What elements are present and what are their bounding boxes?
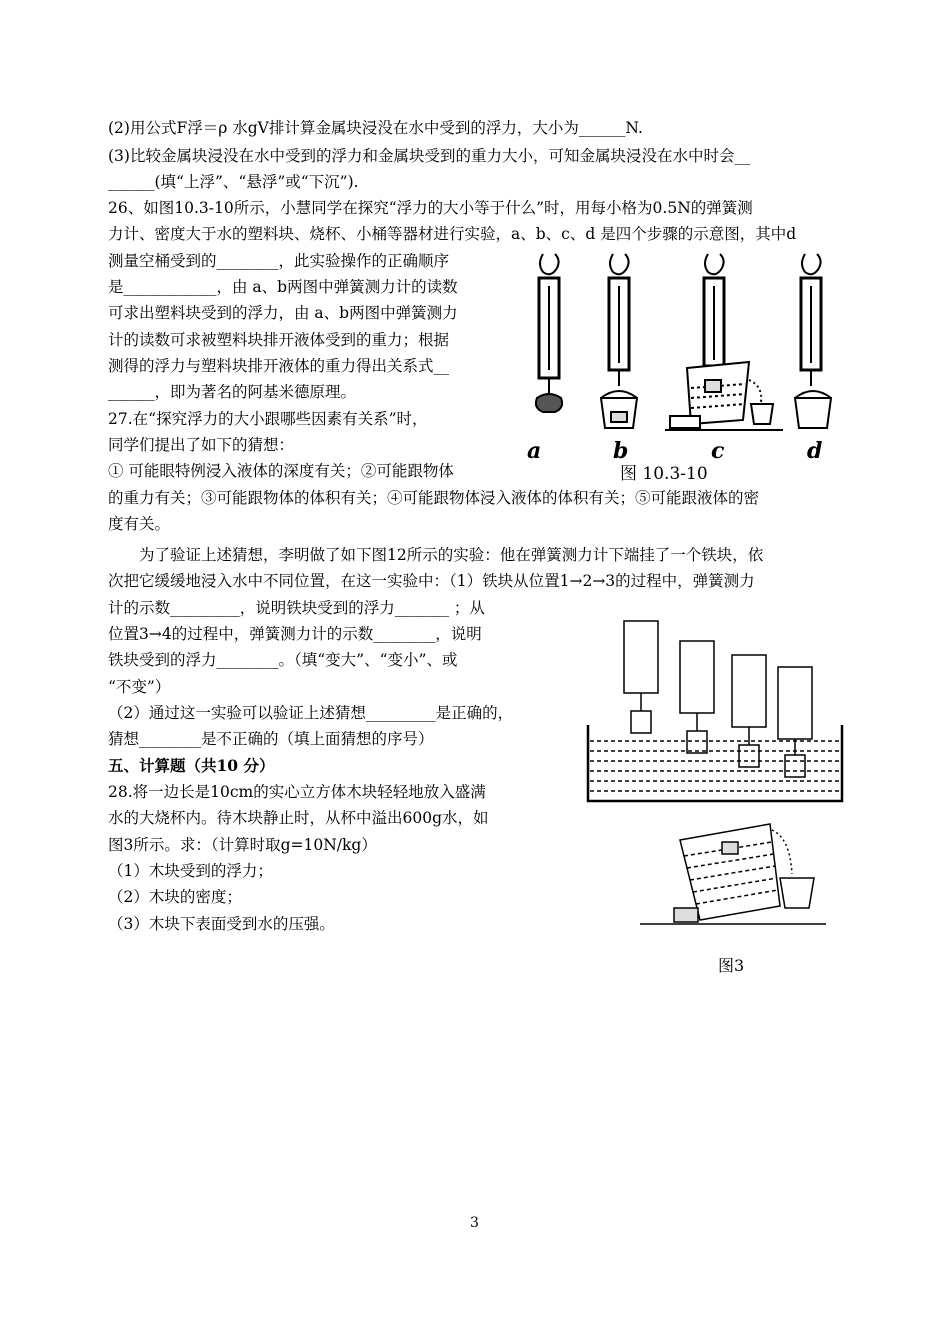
figure-label-a: a	[527, 438, 542, 464]
question-27-line-4: 的重力有关；③可能跟物体的体积有关；④可能跟物体浸入液体的体积有关；⑤可能跟液体的密	[108, 489, 760, 507]
question-26-line-3: 测量空桶受到的________，此实验操作的正确顺序	[108, 252, 450, 270]
figure-10-3-10	[515, 248, 845, 483]
question-27-line-6: 为了验证上述猜想，李明做了如下图12所示的实验：他在弹簧测力计下端挂了一个铁块，依	[108, 546, 764, 564]
text-line-3: ______(填“上浮”、“悬浮”或“下沉”).	[108, 173, 359, 191]
spring-scale-figure	[515, 248, 845, 483]
question-26-line-8: ______，即为著名的阿基米德原理。	[108, 383, 357, 401]
figure-10-3-10-caption: 图 10.3-10	[620, 464, 708, 484]
section-5-heading: 五、计算题（共10 分）	[108, 756, 275, 775]
question-26-line-2: 力计、密度大于水的塑料块、烧杯、小桶等器材进行实验，a、b、c、d 是四个步骤的示意图，其中d	[108, 225, 797, 243]
page-number: 3	[470, 1215, 479, 1231]
question-27-line-1: 27.在“探究浮力的大小跟哪些因素有关系”时，	[108, 410, 428, 428]
question-27-line-8: 计的示数_________，说明铁块受到的浮力_______ ；从	[108, 599, 485, 617]
figure-12-iron-block	[586, 615, 846, 805]
figure-label-c: c	[711, 438, 725, 464]
question-28-item-3: （3）木块下表面受到水的压强。	[108, 915, 335, 933]
question-28-item-1: （1）木块受到的浮力；	[108, 862, 273, 880]
question-27-line-5: 度有关。	[108, 515, 171, 533]
question-27-line-12: （2）通过这一实验可以验证上述猜想_________是正确的，	[108, 704, 514, 722]
question-28-line-2: 水的大烧杯内。待木块静止时，从杯中溢出600g水，如	[108, 809, 489, 827]
figure-3-overflow-beaker	[640, 820, 830, 930]
question-28-line-1: 28.将一边长是10cm的实心立方体木块轻轻地放入盛满	[108, 783, 486, 801]
question-27-line-2: 同学们提出了如下的猜想：	[108, 436, 295, 454]
iron-block-figure	[586, 615, 846, 805]
question-27-line-9: 位置3→4的过程中，弹簧测力计的示数________，说明	[108, 625, 482, 643]
question-26-line-7: 测得的浮力与塑料块排开液体的重力得出关系式__	[108, 357, 450, 375]
overflow-beaker-figure	[640, 820, 830, 930]
question-27-line-11: “不变”）	[108, 678, 171, 696]
question-26-line-1: 26、如图10.3-10所示，小慧同学在探究“浮力的大小等于什么”时，用每小格为0.5N的弹簧测	[108, 199, 753, 217]
figure-label-b: b	[613, 438, 629, 464]
question-27-line-3: ① 可能眼特例浸入液体的深度有关；②可能跟物体	[108, 462, 454, 480]
text-line-1: (2)用公式F浮＝ρ 水gV排计算金属块浸没在水中受到的浮力，大小为______N.	[108, 119, 643, 137]
question-28-line-3: 图3所示。求：（计算时取g=10N/kg）	[108, 836, 377, 854]
figure-label-d: d	[807, 438, 823, 464]
figure-3-caption: 图3	[718, 956, 745, 975]
question-27-line-13: 猜想________是不正确的（填上面猜想的序号）	[108, 730, 434, 748]
question-27-line-7: 次把它缓缓地浸入水中不同位置，在这一实验中：（1）铁块从位置1→2→3的过程中，弹簧测力	[108, 572, 755, 590]
text-line-2: (3)比较金属块浸没在水中受到的浮力和金属块受到的重力大小，可知金属块浸没在水中时会__	[108, 147, 750, 165]
question-27-line-10: 铁块受到的浮力________。（填“变大”、“变小”、或	[108, 651, 458, 669]
question-26-line-4: 是____________，由 a、b两图中弹簧测力计的读数	[108, 278, 458, 296]
question-26-line-6: 计的读数可求被塑料块排开液体受到的重力；根据	[108, 331, 450, 349]
question-26-line-5: 可求出塑料块受到的浮力，由 a、b两图中弹簧测力	[108, 304, 458, 322]
question-28-item-2: （2）木块的密度；	[108, 888, 242, 906]
